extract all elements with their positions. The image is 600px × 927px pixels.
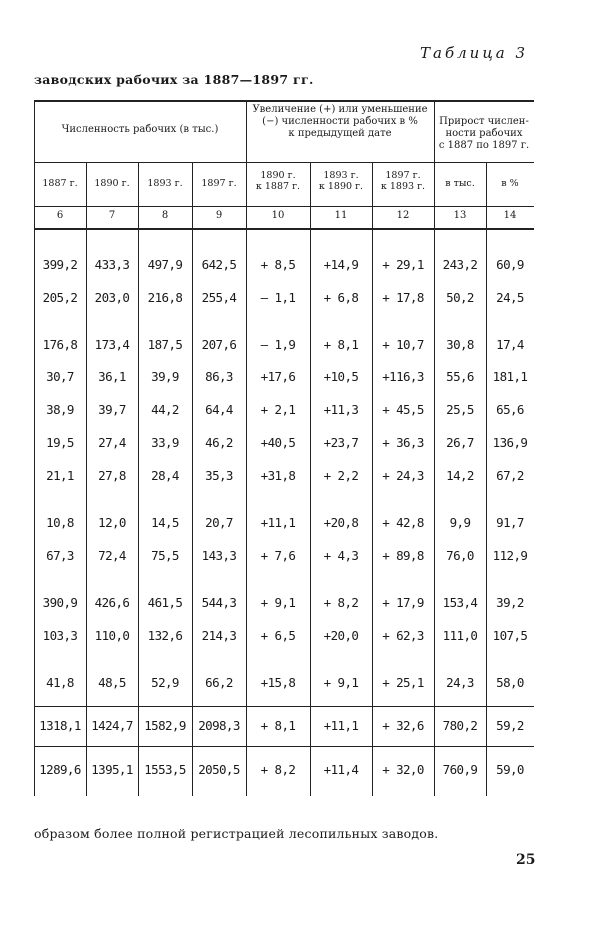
table-cell: — 1,1 xyxy=(260,290,296,305)
table-cell: + 7,6 xyxy=(260,548,296,563)
body-top-rule xyxy=(34,228,534,230)
table-cell: 33,9 xyxy=(151,435,179,450)
table-cell: 181,1 xyxy=(492,369,528,384)
header-line: к 1890 г. xyxy=(318,181,364,192)
table-cell: 28,4 xyxy=(151,468,179,483)
group-header-workers: Численность рабочих (в тыс.) xyxy=(61,124,219,135)
table-cell: +14,9 xyxy=(323,257,359,272)
table-cell: 39,9 xyxy=(151,369,179,384)
header-line: Прирост числен- xyxy=(439,116,529,127)
total-cell: +11,1 xyxy=(323,718,359,733)
table-cell: 176,8 xyxy=(42,337,78,352)
column-number: 6 xyxy=(56,210,64,221)
column-header xyxy=(486,178,534,189)
table-cell: + 10,7 xyxy=(382,337,424,352)
header-line: в % xyxy=(501,178,519,189)
header-line: ности рабочих xyxy=(445,128,523,139)
total-cell: 760,9 xyxy=(442,762,478,777)
table-cell: 216,8 xyxy=(147,290,183,305)
total-cell: 59,2 xyxy=(496,718,524,733)
table-cell: 110,0 xyxy=(94,628,130,643)
total-cell: 1289,6 xyxy=(39,762,81,777)
table-cell: +40,5 xyxy=(260,435,296,450)
total-cell: 2098,3 xyxy=(198,718,240,733)
table-cell: +10,5 xyxy=(323,369,359,384)
table-cell: + 4,3 xyxy=(323,548,359,563)
column-number: 9 xyxy=(215,210,223,221)
table-cell: 24,5 xyxy=(496,290,524,305)
table-cell: 67,3 xyxy=(46,548,74,563)
table-cell: + 6,5 xyxy=(260,628,296,643)
column-number: 12 xyxy=(396,210,410,221)
table-cell: 21,1 xyxy=(46,468,74,483)
table-cell: 111,0 xyxy=(442,628,478,643)
total-cell: 1318,1 xyxy=(39,718,81,733)
table-cell: 66,2 xyxy=(205,675,233,690)
header-line: в тыс. xyxy=(445,178,475,189)
column-number: 7 xyxy=(108,210,116,221)
table-cell: +11,1 xyxy=(260,515,296,530)
header-subdivision-rule xyxy=(34,162,534,163)
table-cell: 30,8 xyxy=(446,337,474,352)
table-cell: 187,5 xyxy=(147,337,183,352)
table-cell: 41,8 xyxy=(46,675,74,690)
table-cell: +15,8 xyxy=(260,675,296,690)
table-cell: 86,3 xyxy=(205,369,233,384)
table-cell: + 8,2 xyxy=(323,595,359,610)
column-number: 13 xyxy=(453,210,467,221)
table-cell: 214,3 xyxy=(201,628,237,643)
table-cell: 52,9 xyxy=(151,675,179,690)
table-cell: 136,9 xyxy=(492,435,528,450)
table-cell: 12,0 xyxy=(98,515,126,530)
column-header xyxy=(310,170,372,192)
column-header xyxy=(86,178,138,189)
table-cell: 24,3 xyxy=(446,675,474,690)
table-cell: 207,6 xyxy=(201,337,237,352)
table-cell: 433,3 xyxy=(94,257,130,272)
column-header xyxy=(434,178,486,189)
header-line: Увеличение (+) или уменьшение xyxy=(252,104,428,115)
table-cell: 399,2 xyxy=(42,257,78,272)
table-cell: 75,5 xyxy=(151,548,179,563)
table-cell: 255,4 xyxy=(201,290,237,305)
table-cell: 27,4 xyxy=(98,435,126,450)
header-line: 1897 г. xyxy=(201,178,237,189)
table-cell: 426,6 xyxy=(94,595,130,610)
table-cell: + 6,8 xyxy=(323,290,359,305)
table-cell: 65,6 xyxy=(496,402,524,417)
table-cell: 205,2 xyxy=(42,290,78,305)
table-cell: 20,7 xyxy=(205,515,233,530)
total-rule-2 xyxy=(34,746,534,747)
table-top-rule xyxy=(34,100,534,102)
table-cell: +11,3 xyxy=(323,402,359,417)
table-cell: 48,5 xyxy=(98,675,126,690)
table-cell: — 1,9 xyxy=(260,337,296,352)
table-cell: 67,2 xyxy=(496,468,524,483)
table-cell: 243,2 xyxy=(442,257,478,272)
table-cell: + 45,5 xyxy=(382,402,424,417)
table-label: Таблица 3 xyxy=(420,44,529,62)
table-cell: 642,5 xyxy=(201,257,237,272)
total-cell: 1424,7 xyxy=(91,718,133,733)
total-cell: 59,0 xyxy=(496,762,524,777)
table-cell: 103,3 xyxy=(42,628,78,643)
table-cell: 91,7 xyxy=(496,515,524,530)
table-cell: +23,7 xyxy=(323,435,359,450)
table-cell: +31,8 xyxy=(260,468,296,483)
table-cell: 39,7 xyxy=(98,402,126,417)
column-header xyxy=(138,178,192,189)
total-cell: + 32,0 xyxy=(382,762,424,777)
table-cell: + 62,3 xyxy=(382,628,424,643)
page-number: 25 xyxy=(516,852,536,868)
table-cell: 64,4 xyxy=(205,402,233,417)
table-cell: + 25,1 xyxy=(382,675,424,690)
column-number-rule xyxy=(34,206,534,207)
header-line: 1890 г. xyxy=(260,170,296,181)
table-cell: + 2,2 xyxy=(323,468,359,483)
table-cell: 143,3 xyxy=(201,548,237,563)
table-cell: +116,3 xyxy=(382,369,424,384)
table-cell: + 89,8 xyxy=(382,548,424,563)
table-cell: 132,6 xyxy=(147,628,183,643)
table-cell: 30,7 xyxy=(46,369,74,384)
table-cell: 14,5 xyxy=(151,515,179,530)
table-cell: 72,4 xyxy=(98,548,126,563)
table-cell: + 36,3 xyxy=(382,435,424,450)
table-cell: 46,2 xyxy=(205,435,233,450)
header-line: к 1887 г. xyxy=(255,181,301,192)
table-cell: + 17,9 xyxy=(382,595,424,610)
header-line: 1887 г. xyxy=(42,178,78,189)
column-number: 14 xyxy=(503,210,517,221)
table-cell: 60,9 xyxy=(496,257,524,272)
header-line: 1897 г. xyxy=(385,170,421,181)
table-cell: 461,5 xyxy=(147,595,183,610)
group-header-change xyxy=(246,104,434,140)
footnote: образом более полной регистрацией лесопильных заводов. xyxy=(34,826,439,841)
table-cell: + 17,8 xyxy=(382,290,424,305)
table-cell: 26,7 xyxy=(446,435,474,450)
column-header xyxy=(372,170,434,192)
table-cell: 39,2 xyxy=(496,595,524,610)
table-cell: 10,8 xyxy=(46,515,74,530)
table-cell: 17,4 xyxy=(496,337,524,352)
total-cell: + 32,6 xyxy=(382,718,424,733)
table-cell: 25,5 xyxy=(446,402,474,417)
column-number: 11 xyxy=(334,210,348,221)
table-cell: 153,4 xyxy=(442,595,478,610)
total-cell: + 8,1 xyxy=(260,718,296,733)
table-cell: + 2,1 xyxy=(260,402,296,417)
page-heading: заводских рабочих за 1887—1897 гг. xyxy=(34,72,314,87)
header-line: с 1887 по 1897 г. xyxy=(438,140,530,151)
table-cell: + 8,5 xyxy=(260,257,296,272)
table-cell: 203,0 xyxy=(94,290,130,305)
header-line: к 1893 г. xyxy=(380,181,426,192)
column-header xyxy=(246,170,310,192)
total-cell: + 8,2 xyxy=(260,762,296,777)
column-header xyxy=(192,178,246,189)
table-cell: 38,9 xyxy=(46,402,74,417)
table-cell: 14,2 xyxy=(446,468,474,483)
table-cell: + 9,1 xyxy=(323,675,359,690)
column-number: 8 xyxy=(161,210,169,221)
table-cell: 44,2 xyxy=(151,402,179,417)
table-cell: +20,8 xyxy=(323,515,359,530)
table-cell: 76,0 xyxy=(446,548,474,563)
total-cell: 1395,1 xyxy=(91,762,133,777)
table-cell: +20,0 xyxy=(323,628,359,643)
table-cell: 173,4 xyxy=(94,337,130,352)
header-line: 1893 г. xyxy=(323,170,359,181)
table-cell: 36,1 xyxy=(98,369,126,384)
table-cell: 55,6 xyxy=(446,369,474,384)
table-cell: 497,9 xyxy=(147,257,183,272)
total-cell: 1582,9 xyxy=(144,718,186,733)
table-cell: + 29,1 xyxy=(382,257,424,272)
table-cell: 9,9 xyxy=(449,515,471,530)
table-cell: 35,3 xyxy=(205,468,233,483)
header-line: 1890 г. xyxy=(94,178,130,189)
header-line: к предыдущей дате xyxy=(288,128,392,139)
table-cell: +17,6 xyxy=(260,369,296,384)
table-cell: + 42,8 xyxy=(382,515,424,530)
table-cell: 50,2 xyxy=(446,290,474,305)
table-cell: 19,5 xyxy=(46,435,74,450)
column-number: 10 xyxy=(271,210,285,221)
table-cell: + 8,1 xyxy=(323,337,359,352)
table-cell: 27,8 xyxy=(98,468,126,483)
table-cell: 112,9 xyxy=(492,548,528,563)
header-line: (−) численности рабочих в % xyxy=(262,116,418,127)
table-cell: + 24,3 xyxy=(382,468,424,483)
column-header xyxy=(34,178,86,189)
total-cell: 780,2 xyxy=(442,718,478,733)
total-cell: 2050,5 xyxy=(198,762,240,777)
table-cell: 544,3 xyxy=(201,595,237,610)
header-line: 1893 г. xyxy=(147,178,183,189)
table-cell: 107,5 xyxy=(492,628,528,643)
total-cell: +11,4 xyxy=(323,762,359,777)
group-header-growth xyxy=(434,116,534,152)
total-rule-1 xyxy=(34,706,534,707)
table-cell: + 9,1 xyxy=(260,595,296,610)
total-cell: 1553,5 xyxy=(144,762,186,777)
table-cell: 390,9 xyxy=(42,595,78,610)
table-cell: 58,0 xyxy=(496,675,524,690)
